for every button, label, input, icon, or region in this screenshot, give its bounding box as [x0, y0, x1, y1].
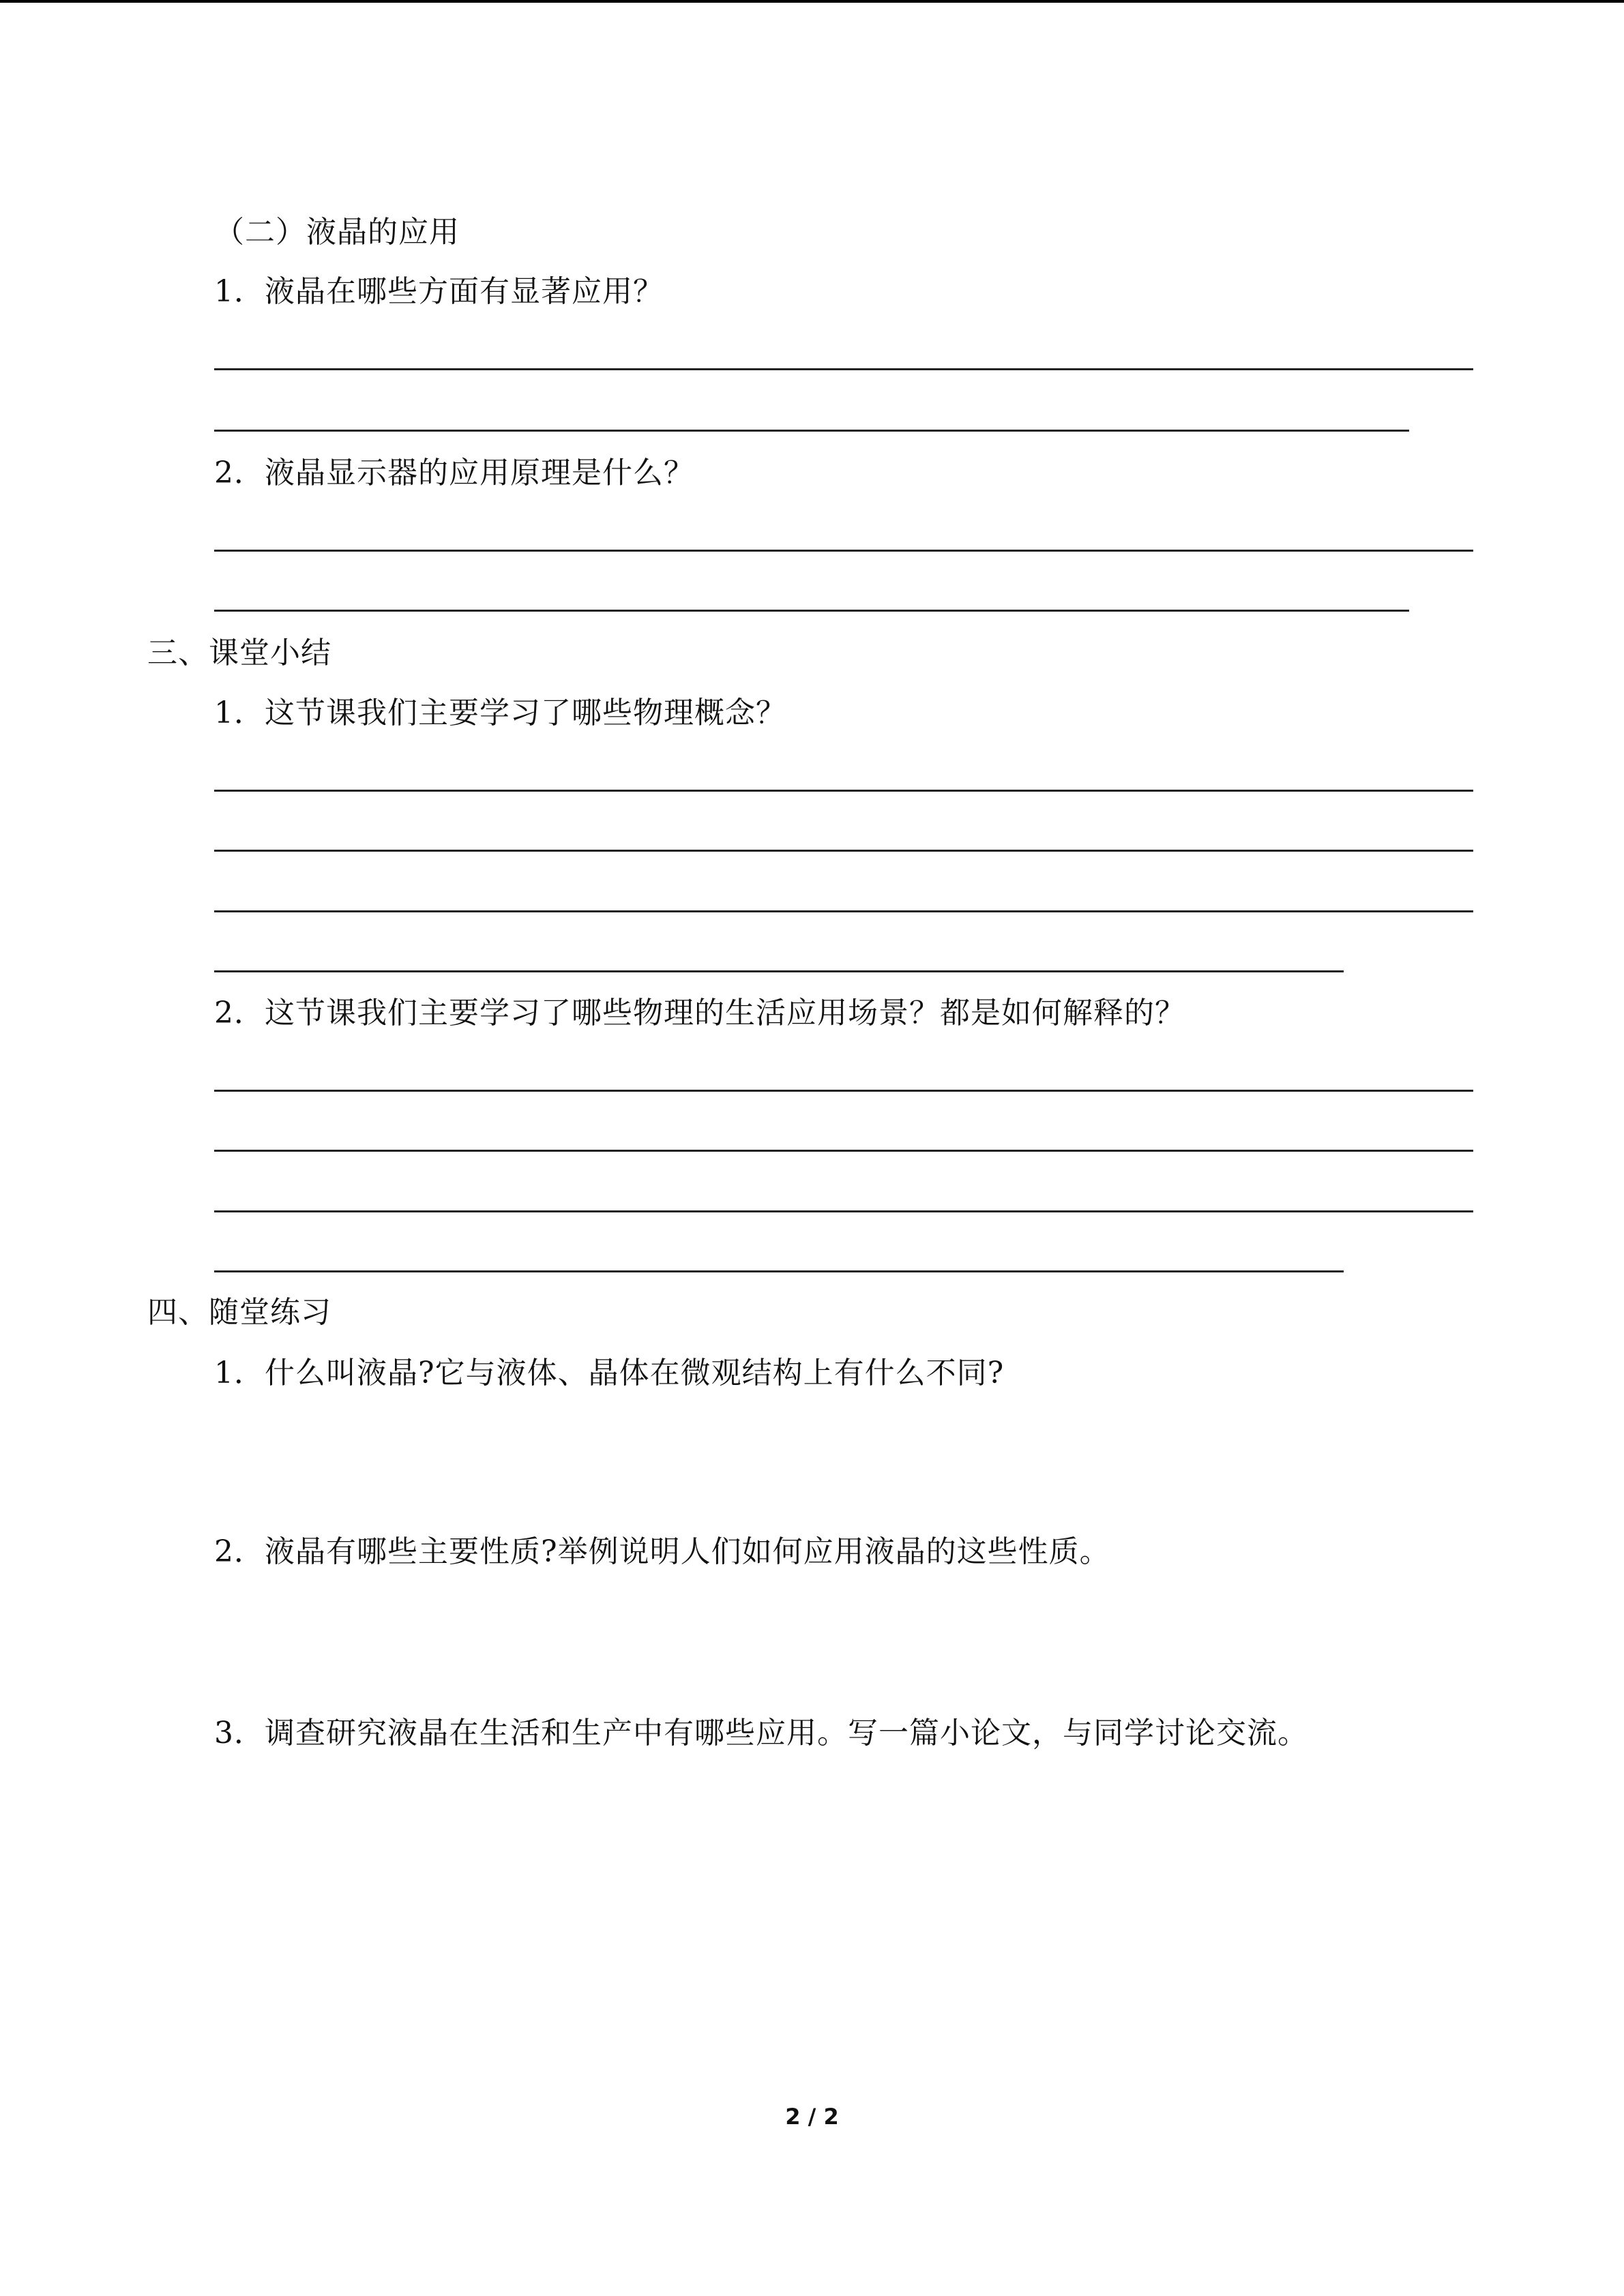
- answer-line: [214, 850, 1473, 852]
- question-text: 2．这节课我们主要学习了哪些物理的生活应用场景？都是如何解释的？: [214, 996, 1185, 1030]
- answer-line: [214, 790, 1473, 792]
- exercise-text: 2．液晶有哪些主要性质?举例说明人们如何应用液晶的这些性质。: [214, 1534, 1110, 1569]
- page-top-border: [0, 0, 1624, 3]
- section-heading: 三、课堂小结: [147, 636, 331, 670]
- page-number: 2 / 2: [785, 2104, 839, 2130]
- answer-line: [214, 550, 1473, 552]
- section-heading: 四、随堂练习: [147, 1295, 331, 1330]
- section-heading: （二）液晶的应用: [214, 215, 460, 250]
- exercise-text: 3．调查研究液晶在生活和生产中有哪些应用。写一篇小论文，与同学讨论交流。: [214, 1716, 1308, 1750]
- answer-line: [214, 910, 1473, 912]
- question-text: 2．液晶显示器的应用原理是什么？: [214, 456, 694, 490]
- exercise-text: 1．什么叫液晶?它与液体、晶体在微观结构上有什么不同?: [214, 1356, 1005, 1390]
- answer-line: [214, 368, 1473, 370]
- answer-line: [214, 1210, 1473, 1212]
- answer-line: [214, 610, 1409, 612]
- answer-line: [214, 970, 1344, 972]
- question-text: 1．液晶在哪些方面有显著应用？: [214, 274, 664, 309]
- answer-line: [214, 1150, 1473, 1152]
- answer-line: [214, 430, 1409, 432]
- question-text: 1．这节课我们主要学习了哪些物理概念？: [214, 696, 786, 730]
- answer-line: [214, 1270, 1344, 1272]
- answer-line: [214, 1090, 1473, 1092]
